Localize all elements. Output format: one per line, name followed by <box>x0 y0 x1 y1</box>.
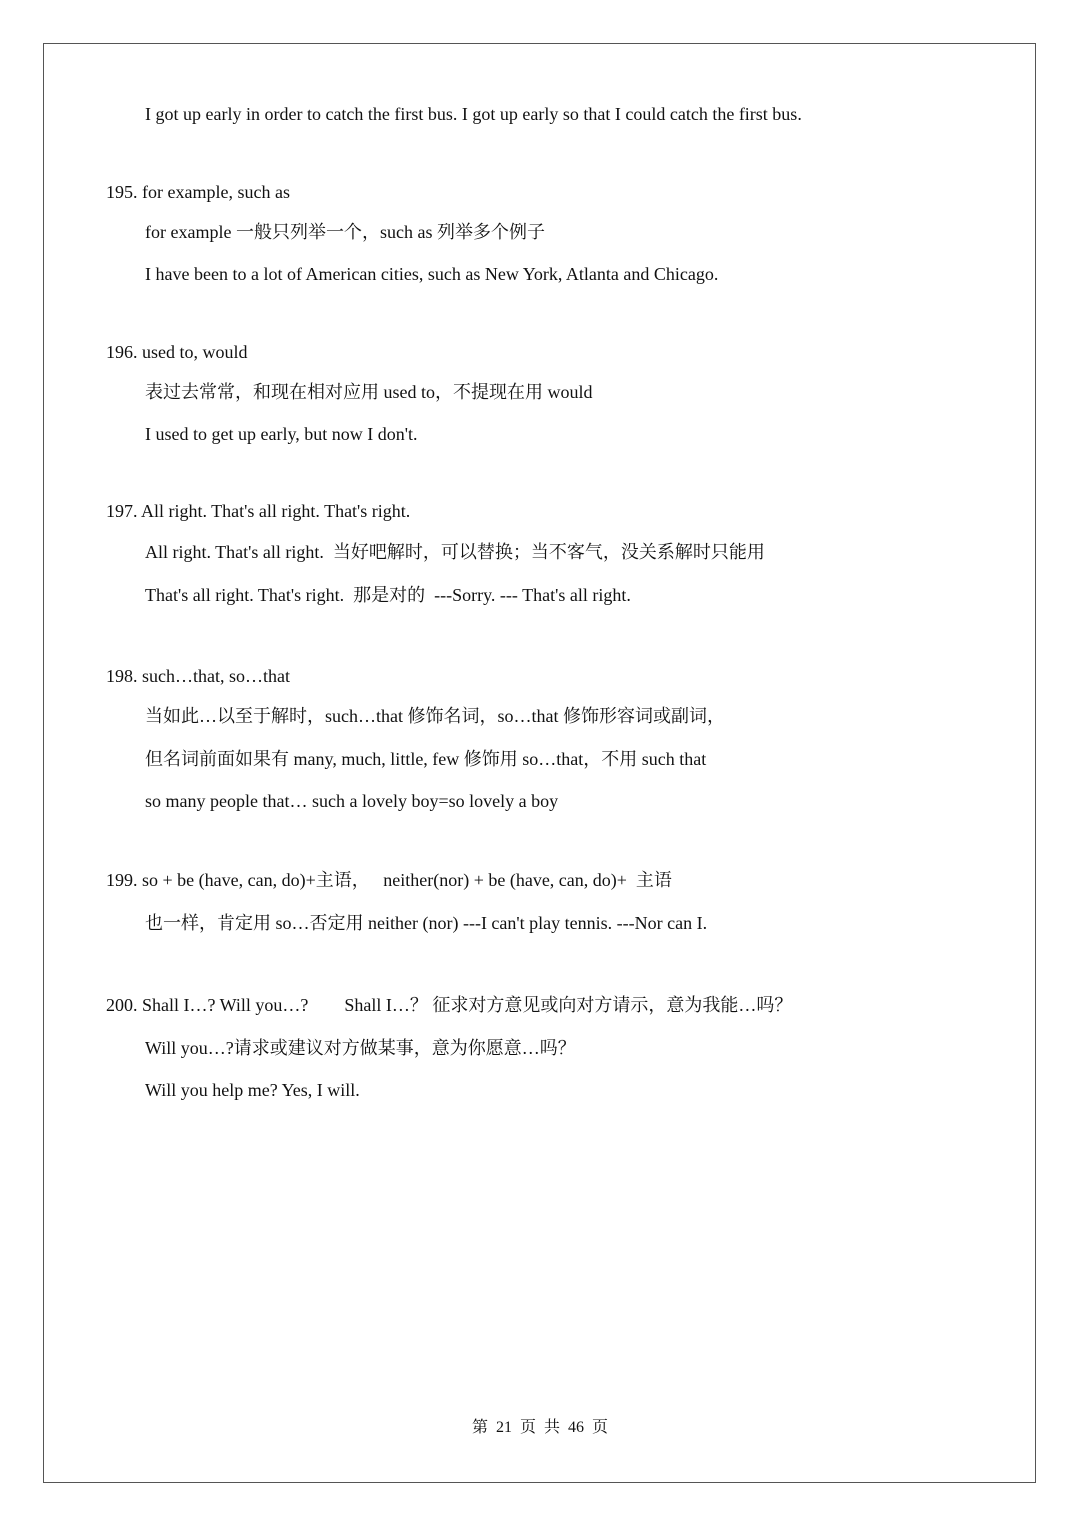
item-197-line-1: All right. That's all right. 当好吧解时，可以替换；当不客气，没关系解时只能用 <box>145 542 765 562</box>
item-200-heading: 200. Shall I…? Will you…? Shall I…？ 征求对方意见或向对方请示，意为我能…吗？ <box>106 995 793 1015</box>
item-198-line-3: so many people that… such a lovely boy=so lovely a boy <box>145 791 559 811</box>
item-198-line-2: 但名词前面如果有 many, much, little, few 修饰用 so…that，不用 such that <box>145 749 707 769</box>
item-196-heading: 196. used to, would <box>106 342 248 362</box>
item-197-heading: 197. All right. That's all right. That's right. <box>106 501 411 521</box>
page-number-footer: 第 21 页 共 46 页 <box>471 1419 608 1436</box>
item-199-line-1: 也一样，肯定用 so…否定用 neither (nor) ---I can't play tennis. ---Nor can I. <box>145 913 708 933</box>
item-200-line-1: Will you…?请求或建议对方做某事，意为你愿意…吗？ <box>145 1038 576 1058</box>
item-199-heading: 199. so + be (have, can, do)+主语， neither(nor) + be (have, can, do)+ 主语 <box>106 870 672 890</box>
item-195-heading: 195. for example, such as <box>106 182 290 202</box>
item-200-line-2: Will you help me? Yes, I will. <box>145 1080 360 1100</box>
item-198-line-1: 当如此…以至于解时，such…that 修饰名词，so…that 修饰形容词或副词， <box>145 706 725 726</box>
intro-line: I got up early in order to catch the first bus. I got up early so that I could catch the first bus. <box>145 104 802 124</box>
item-196-line-1: 表过去常常，和现在相对应用 used to，不提现在用 would <box>145 382 593 402</box>
item-197-line-2: That's all right. That's right. 那是对的 ---Sorry. --- That's all right. <box>145 585 631 605</box>
item-195-line-2: I have been to a lot of American cities, such as New York, Atlanta and Chicago. <box>145 264 719 284</box>
item-195-line-1: for example 一般只列举一个，such as 列举多个例子 <box>145 222 545 242</box>
item-196-line-2: I used to get up early, but now I don't. <box>145 424 418 444</box>
item-198-heading: 198. such…that, so…that <box>106 666 290 686</box>
